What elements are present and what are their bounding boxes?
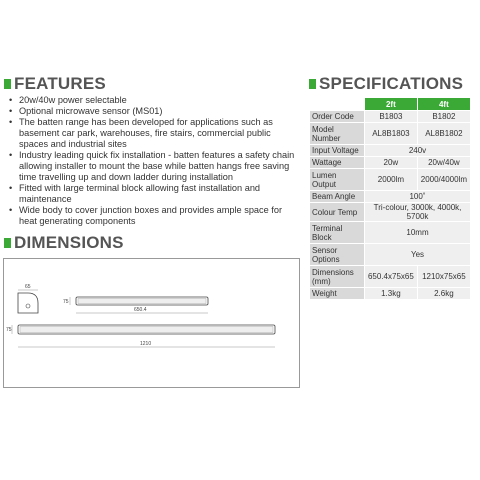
table-row bbox=[310, 288, 471, 300]
column-header-4ft: 4ft bbox=[417, 98, 470, 111]
spec-value: AL8B1803 bbox=[365, 123, 418, 145]
spec-value: 2.6kg bbox=[417, 288, 470, 300]
dimensions-diagram bbox=[4, 259, 299, 387]
spec-value: Tri-colour, 3000k, 4000k, 5700k bbox=[365, 203, 471, 222]
spec-value: 2000/4000lm bbox=[417, 169, 470, 191]
green-square-icon bbox=[309, 79, 316, 89]
dimensions-heading bbox=[4, 233, 124, 253]
feature-item: • The batten range has been developed for applications such as basement car park, warehouses, fire stairs, commercial public spaces and industrial sites bbox=[8, 117, 300, 150]
feature-item: • Industry leading quick fix installation - batten features a safety chain allowing installer to mount the base while batten hangs free saving time travelling up and down ladder during installation bbox=[8, 150, 300, 183]
table-row bbox=[310, 222, 471, 244]
spec-label: Colour Temp bbox=[310, 203, 365, 222]
table-row bbox=[310, 111, 471, 123]
feature-item: • 20w/40w power selectable bbox=[8, 95, 300, 106]
spec-value: 650.4x75x65 bbox=[365, 266, 418, 288]
spec-value: B1802 bbox=[417, 111, 470, 123]
large-height-label: 75 bbox=[6, 327, 12, 333]
spec-label: Order Code bbox=[310, 111, 365, 123]
specifications-body bbox=[310, 111, 471, 300]
spec-label: Terminal Block bbox=[310, 222, 365, 244]
end-view-profile bbox=[18, 284, 38, 313]
feature-item: • Wide body to cover junction boxes and provides ample space for heat generating components bbox=[8, 205, 300, 227]
dimensions-title: DIMENSIONS bbox=[14, 233, 124, 252]
spec-label: Dimensions (mm) bbox=[310, 266, 365, 288]
table-row bbox=[310, 123, 471, 145]
end-height-label: 65 bbox=[25, 284, 31, 290]
table-row bbox=[310, 145, 471, 157]
large-batten bbox=[6, 325, 275, 347]
table-row bbox=[310, 157, 471, 169]
green-square-icon bbox=[4, 79, 11, 89]
spec-value: 20w/40w bbox=[417, 157, 470, 169]
specifications-heading bbox=[309, 74, 463, 94]
spec-label: Input Voltage bbox=[310, 145, 365, 157]
small-batten bbox=[63, 297, 208, 313]
specifications-title: SPECIFICATIONS bbox=[319, 74, 464, 93]
spec-label: Model Number bbox=[310, 123, 365, 145]
table-header-row bbox=[310, 98, 471, 111]
spec-value: Yes bbox=[365, 244, 471, 266]
spec-value: 1210x75x65 bbox=[417, 266, 470, 288]
specifications-table bbox=[309, 97, 471, 300]
features-title: FEATURES bbox=[14, 74, 106, 93]
spec-label: Sensor Options bbox=[310, 244, 365, 266]
features-list bbox=[8, 95, 300, 227]
spec-label: Beam Angle bbox=[310, 191, 365, 203]
green-square-icon bbox=[4, 238, 11, 248]
spec-value: 100˚ bbox=[365, 191, 471, 203]
header-blank-cell bbox=[310, 98, 365, 111]
spec-label: Lumen Output bbox=[310, 169, 365, 191]
table-row bbox=[310, 203, 471, 222]
spec-label: Wattage bbox=[310, 157, 365, 169]
feature-item: • Fitted with large terminal block allowing fast installation and maintenance bbox=[8, 183, 300, 205]
table-row bbox=[310, 266, 471, 288]
table-row bbox=[310, 191, 471, 203]
spec-value: 10mm bbox=[365, 222, 471, 244]
spec-label: Weight bbox=[310, 288, 365, 300]
spec-value: B1803 bbox=[365, 111, 418, 123]
dimensions-drawing bbox=[3, 258, 300, 388]
spec-value: 240v bbox=[365, 145, 471, 157]
spec-value: 20w bbox=[365, 157, 418, 169]
spec-value: AL8B1802 bbox=[417, 123, 470, 145]
table-row bbox=[310, 244, 471, 266]
column-header-2ft: 2ft bbox=[365, 98, 418, 111]
spec-value: 2000lm bbox=[365, 169, 418, 191]
table-row bbox=[310, 169, 471, 191]
spec-value: 1.3kg bbox=[365, 288, 418, 300]
large-length-label: 1210 bbox=[140, 341, 152, 347]
features-heading bbox=[4, 74, 106, 94]
feature-item: • Optional microwave sensor (MS01) bbox=[8, 106, 300, 117]
small-height-label: 75 bbox=[63, 299, 69, 305]
small-length-label: 650.4 bbox=[134, 307, 147, 313]
